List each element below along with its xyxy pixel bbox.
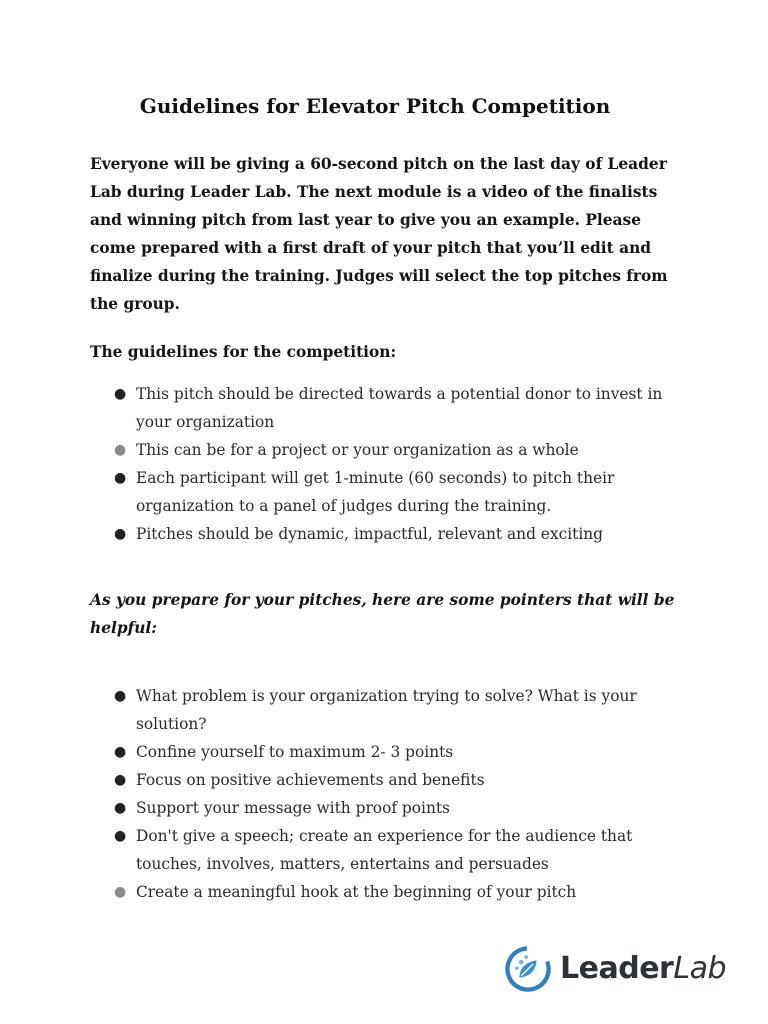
logo-wordmark — [560, 940, 726, 998]
logo-text-leader: Leader — [560, 951, 674, 986]
guidelines-heading: The guidelines for the competition: — [90, 343, 397, 361]
guidelines-list — [90, 380, 690, 548]
bullet-icon: ● — [114, 744, 127, 760]
list-item — [90, 794, 690, 822]
list-item — [90, 380, 690, 436]
leaderlab-logo — [504, 940, 726, 998]
bullet-icon: ● — [114, 442, 127, 458]
bullet-icon: ● — [114, 470, 127, 486]
document-body — [90, 150, 690, 906]
bullet-icon: ● — [114, 688, 127, 704]
pointer-text: Don't give a speech; create an experience for the audience that touches, involves, matters, entertains and persuades — [136, 827, 633, 873]
bullet-icon: ● — [114, 386, 127, 402]
list-item — [90, 738, 690, 766]
list-item — [90, 878, 690, 906]
pointers-heading: As you prepare for your pitches, here are some pointers that will be helpful: — [90, 591, 675, 637]
intro-paragraph: Everyone will be giving a 60-second pitch on the last day of Leader Lab during Leader Lab. The next module is a video of the finalists and winning pitch from last year to give you an example. Please come prepared with a first draft of your pitch that you’ll edit and finalize during the training. Judges will select the top pitches from the group. — [90, 155, 668, 313]
document-title: Guidelines for Elevator Pitch Competition — [139, 94, 611, 118]
bullet-icon: ● — [114, 884, 127, 900]
bullet-icon: ● — [114, 772, 127, 788]
list-item — [90, 822, 690, 878]
list-item — [90, 520, 690, 548]
list-item — [90, 682, 690, 738]
list-item — [90, 436, 690, 464]
guideline-text: This can be for a project or your organization as a whole — [136, 441, 579, 459]
pointer-text: What problem is your organization trying to solve? What is your solution? — [136, 687, 637, 733]
guideline-text: Pitches should be dynamic, impactful, relevant and exciting — [136, 525, 604, 543]
bullet-icon: ● — [114, 800, 127, 816]
pointer-text: Focus on positive achievements and benefits — [136, 771, 485, 789]
bullet-icon: ● — [114, 828, 127, 844]
guideline-text: This pitch should be directed towards a potential donor to invest in your organization — [136, 385, 663, 431]
leaf-circle-icon — [504, 941, 552, 997]
pointer-text: Confine yourself to maximum 2- 3 points — [136, 743, 454, 761]
logo-text-lab: Lab — [673, 951, 726, 986]
list-item — [90, 766, 690, 794]
guideline-text: Each participant will get 1-minute (60 seconds) to pitch their organization to a panel of judges during the training. — [136, 469, 615, 515]
bullet-icon: ● — [114, 526, 127, 542]
pointers-list — [90, 682, 690, 906]
pointer-text: Support your message with proof points — [136, 799, 450, 817]
list-item — [90, 464, 690, 520]
pointer-text: Create a meaningful hook at the beginning of your pitch — [136, 883, 577, 901]
